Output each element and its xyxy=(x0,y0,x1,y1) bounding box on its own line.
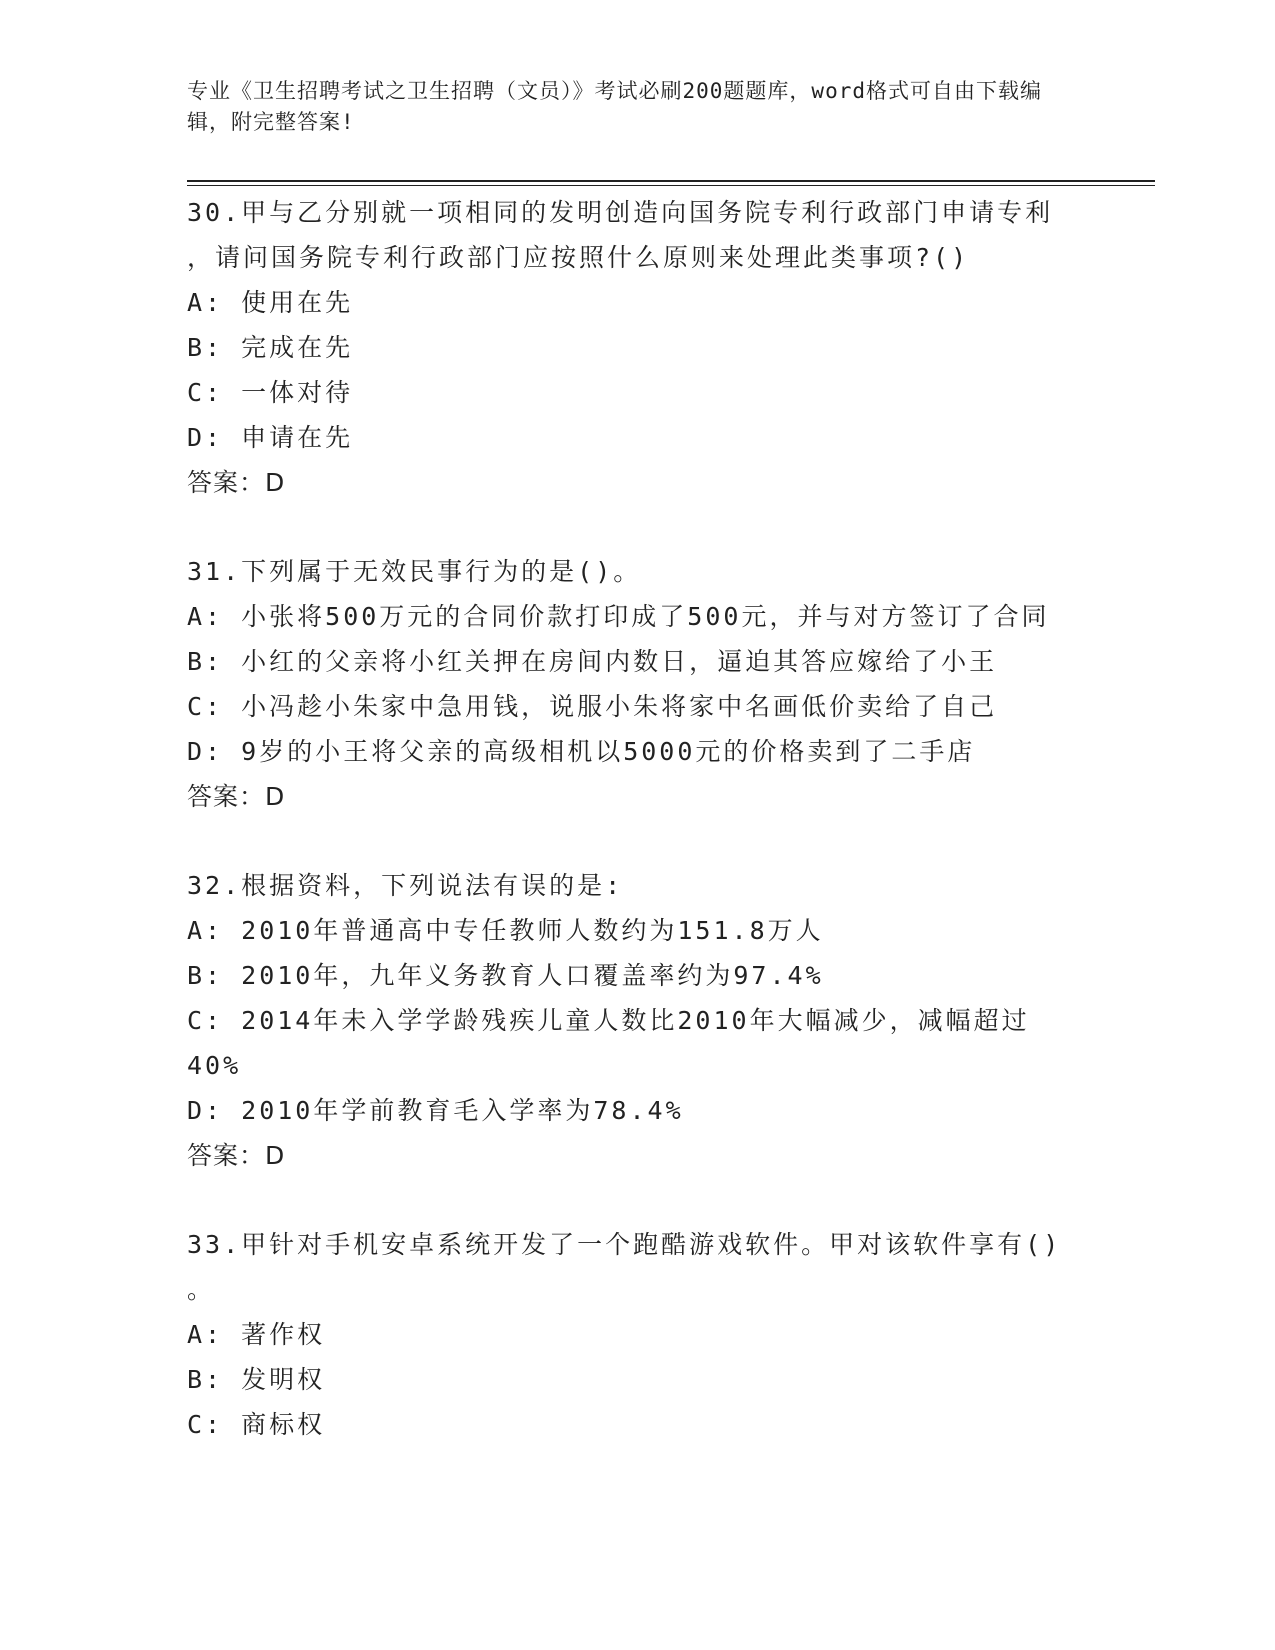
question-list xyxy=(187,190,1147,1447)
question-31 xyxy=(187,549,1147,819)
option-a: A: 著作权 xyxy=(187,1320,326,1349)
option-c: C: 2014年未入学学龄残疾儿童人数比2010年大幅减少，减幅超过 xyxy=(187,1006,1030,1035)
option-a: A: 使用在先 xyxy=(187,288,354,317)
option-c-continued: 40% xyxy=(187,1051,242,1080)
option-d: D: 2010年学前教育毛入学率为78.4% xyxy=(187,1096,684,1125)
question-stem: 30.甲与乙分别就一项相同的发明创造向国务院专利行政部门申请专利 xyxy=(187,198,1054,227)
option-b: B: 2010年，九年义务教育人口覆盖率约为97.4% xyxy=(187,961,824,990)
question-stem: 31.下列属于无效民事行为的是()。 xyxy=(187,557,642,586)
question-stem-continued: ，请问国务院专利行政部门应按照什么原则来处理此类事项?() xyxy=(187,243,970,272)
header-divider-thick xyxy=(187,180,1155,182)
question-stem: 33.甲针对手机安卓系统开发了一个跑酷游戏软件。甲对该软件享有() xyxy=(187,1230,1062,1259)
option-d: D: 申请在先 xyxy=(187,423,354,452)
question-spacer xyxy=(187,1178,1147,1222)
option-c: C: 商标权 xyxy=(187,1410,326,1439)
answer-line: 答案：D xyxy=(187,782,286,811)
question-spacer xyxy=(187,819,1147,863)
header-divider-thin xyxy=(187,185,1155,186)
document-header: 专业《卫生招聘考试之卫生招聘（文员）》考试必刷200题题库，word格式可自由下载编辑，附完整答案! xyxy=(187,79,1042,134)
question-stem: 32.根据资料，下列说法有误的是: xyxy=(187,871,624,900)
option-a: A: 2010年普通高中专任教师人数约为151.8万人 xyxy=(187,916,824,945)
question-32 xyxy=(187,863,1147,1178)
answer-line: 答案：D xyxy=(187,1141,286,1170)
option-c: C: 一体对待 xyxy=(187,378,354,407)
option-d: D: 9岁的小王将父亲的高级相机以5000元的价格卖到了二手店 xyxy=(187,737,976,766)
answer-line: 答案：D xyxy=(187,468,286,497)
option-a: A: 小张将500万元的合同价款打印成了500元，并与对方签订了合同 xyxy=(187,602,1050,631)
option-b: B: 发明权 xyxy=(187,1365,326,1394)
question-stem-continued: 。 xyxy=(187,1275,216,1304)
option-c: C: 小冯趁小朱家中急用钱，说服小朱将家中名画低价卖给了自己 xyxy=(187,692,998,721)
option-b: B: 小红的父亲将小红关押在房间内数日，逼迫其答应嫁给了小王 xyxy=(187,647,998,676)
question-30 xyxy=(187,190,1147,505)
question-33 xyxy=(187,1222,1147,1447)
question-spacer xyxy=(187,505,1147,549)
option-b: B: 完成在先 xyxy=(187,333,354,362)
